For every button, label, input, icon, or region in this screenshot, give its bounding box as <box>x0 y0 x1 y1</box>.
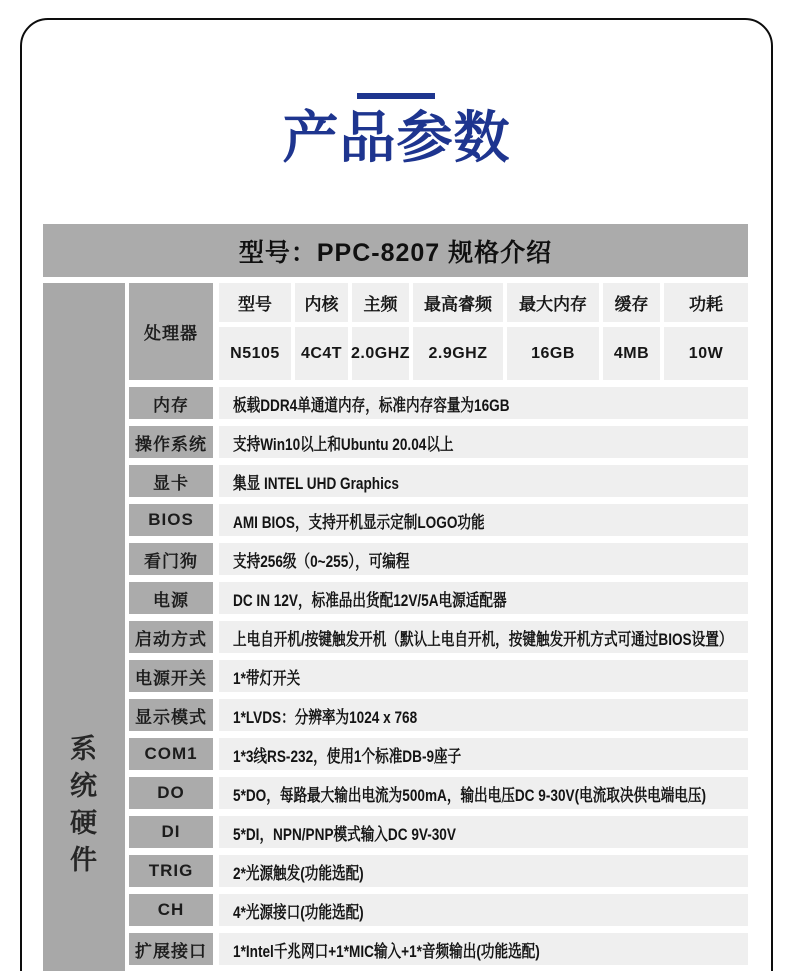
spec-row-label: 操作系统 <box>129 426 213 458</box>
spec-row-label: 显卡 <box>129 465 213 497</box>
cpu-header-cell: 最大内存 <box>507 283 599 322</box>
spec-row-label: CH <box>129 894 213 926</box>
spec-row <box>129 894 748 926</box>
spec-row <box>129 543 748 575</box>
spec-row <box>129 933 748 965</box>
system-hardware-label: 系统硬件 <box>70 734 98 875</box>
spec-row-value <box>219 426 748 458</box>
spec-row <box>129 777 748 809</box>
cpu-row <box>129 283 748 380</box>
spec-row-value-text: 5*DI，NPN/PNP模式输入DC 9V-30V <box>233 824 456 844</box>
spec-row-value-text: 1*带灯开关 <box>233 668 301 688</box>
spec-row-value <box>219 387 748 419</box>
spec-row-value-text: 支持Win10以上和Ubuntu 20.04以上 <box>233 434 454 454</box>
spec-row-value <box>219 933 748 965</box>
spec-row-label: DI <box>129 816 213 848</box>
spec-row <box>129 816 748 848</box>
cpu-value-cell: N5105 <box>219 327 291 380</box>
spec-row-label: 电源 <box>129 582 213 614</box>
cpu-value-cell: 4MB <box>603 327 660 380</box>
spec-row-value-text: 5*DO，每路最大输出电流为500mA，输出电压DC 9-30V(电流取决供电端电压) <box>233 785 707 805</box>
spec-table <box>129 283 748 971</box>
spec-row-label: COM1 <box>129 738 213 770</box>
spec-row-value <box>219 660 748 692</box>
cpu-value-cell: 2.0GHZ <box>352 327 409 380</box>
spec-row-value <box>219 465 748 497</box>
spec-row-value-text: AMI BIOS，支持开机显示定制LOGO功能 <box>233 512 485 532</box>
page-title: 产品参数 <box>282 106 511 169</box>
cpu-value-row <box>219 327 748 380</box>
spec-row-value-text: 集显 INTEL UHD Graphics <box>233 473 399 493</box>
spec-row-value <box>219 816 748 848</box>
spec-row-value-text: DC IN 12V，标准品出货配12V/5A电源适配器 <box>233 590 507 610</box>
cpu-value-cell: 16GB <box>507 327 599 380</box>
cpu-row-label: 处理器 <box>129 283 213 380</box>
cpu-header-row <box>219 283 748 322</box>
spec-row-value <box>219 777 748 809</box>
spec-row-label: BIOS <box>129 504 213 536</box>
spec-row-value <box>219 543 748 575</box>
spec-row-label: 内存 <box>129 387 213 419</box>
spec-row-label: TRIG <box>129 855 213 887</box>
spec-row-value <box>219 894 748 926</box>
spec-row-label: 显示模式 <box>129 699 213 731</box>
cpu-header-cell: 主频 <box>352 283 409 322</box>
spec-row-value <box>219 738 748 770</box>
spec-row <box>129 621 748 653</box>
spec-row-value-text: 2*光源触发(功能选配) <box>233 863 364 883</box>
spec-row-value <box>219 582 748 614</box>
title-divider-dash <box>357 93 435 99</box>
spec-row <box>129 387 748 419</box>
spec-row <box>129 504 748 536</box>
spec-row-value-text: 1*LVDS：分辨率为1024 x 768 <box>233 707 418 727</box>
spec-row-label: DO <box>129 777 213 809</box>
spec-row-value-text: 1*Intel千兆网口+1*MIC输入+1*音频输出(功能选配) <box>233 941 540 961</box>
cpu-value-cell: 10W <box>664 327 748 380</box>
cpu-header-cell: 内核 <box>295 283 348 322</box>
spec-row-value-text: 4*光源接口(功能选配) <box>233 902 364 922</box>
spec-row-value-text: 上电自开机/按键触发开机（默认上电自开机，按键触发开机方式可通过BIOS设置） <box>233 629 733 649</box>
spec-row-value <box>219 699 748 731</box>
spec-row-value <box>219 855 748 887</box>
spec-row-value-text: 支持256级（0~255），可编程 <box>233 551 410 571</box>
cpu-spec-grid <box>219 283 748 380</box>
cpu-header-cell: 最高睿频 <box>413 283 503 322</box>
spec-row <box>129 855 748 887</box>
spec-row-label: 电源开关 <box>129 660 213 692</box>
spec-row <box>129 465 748 497</box>
spec-header-bar <box>43 224 748 277</box>
system-hardware-column <box>43 283 125 971</box>
spec-row-value-text: 板载DDR4单通道内存，标准内存容量为16GB <box>233 395 510 415</box>
cpu-value-cell: 4C4T <box>295 327 348 380</box>
spec-row <box>129 699 748 731</box>
cpu-header-cell: 型号 <box>219 283 291 322</box>
spec-row <box>129 582 748 614</box>
spec-row-label: 扩展接口 <box>129 933 213 965</box>
spec-row <box>129 738 748 770</box>
spec-row-value <box>219 504 748 536</box>
cpu-value-cell: 2.9GHZ <box>413 327 503 380</box>
spec-row-value <box>219 621 748 653</box>
spec-row <box>129 660 748 692</box>
spec-row <box>129 426 748 458</box>
cpu-header-cell: 缓存 <box>603 283 660 322</box>
spec-row-value-text: 1*3线RS-232，使用1个标准DB-9座子 <box>233 746 462 766</box>
spec-row-label: 看门狗 <box>129 543 213 575</box>
spec-header-text: 型号：PPC-8207 规格介绍 <box>238 238 553 267</box>
spec-row-label: 启动方式 <box>129 621 213 653</box>
cpu-header-cell: 功耗 <box>664 283 748 322</box>
